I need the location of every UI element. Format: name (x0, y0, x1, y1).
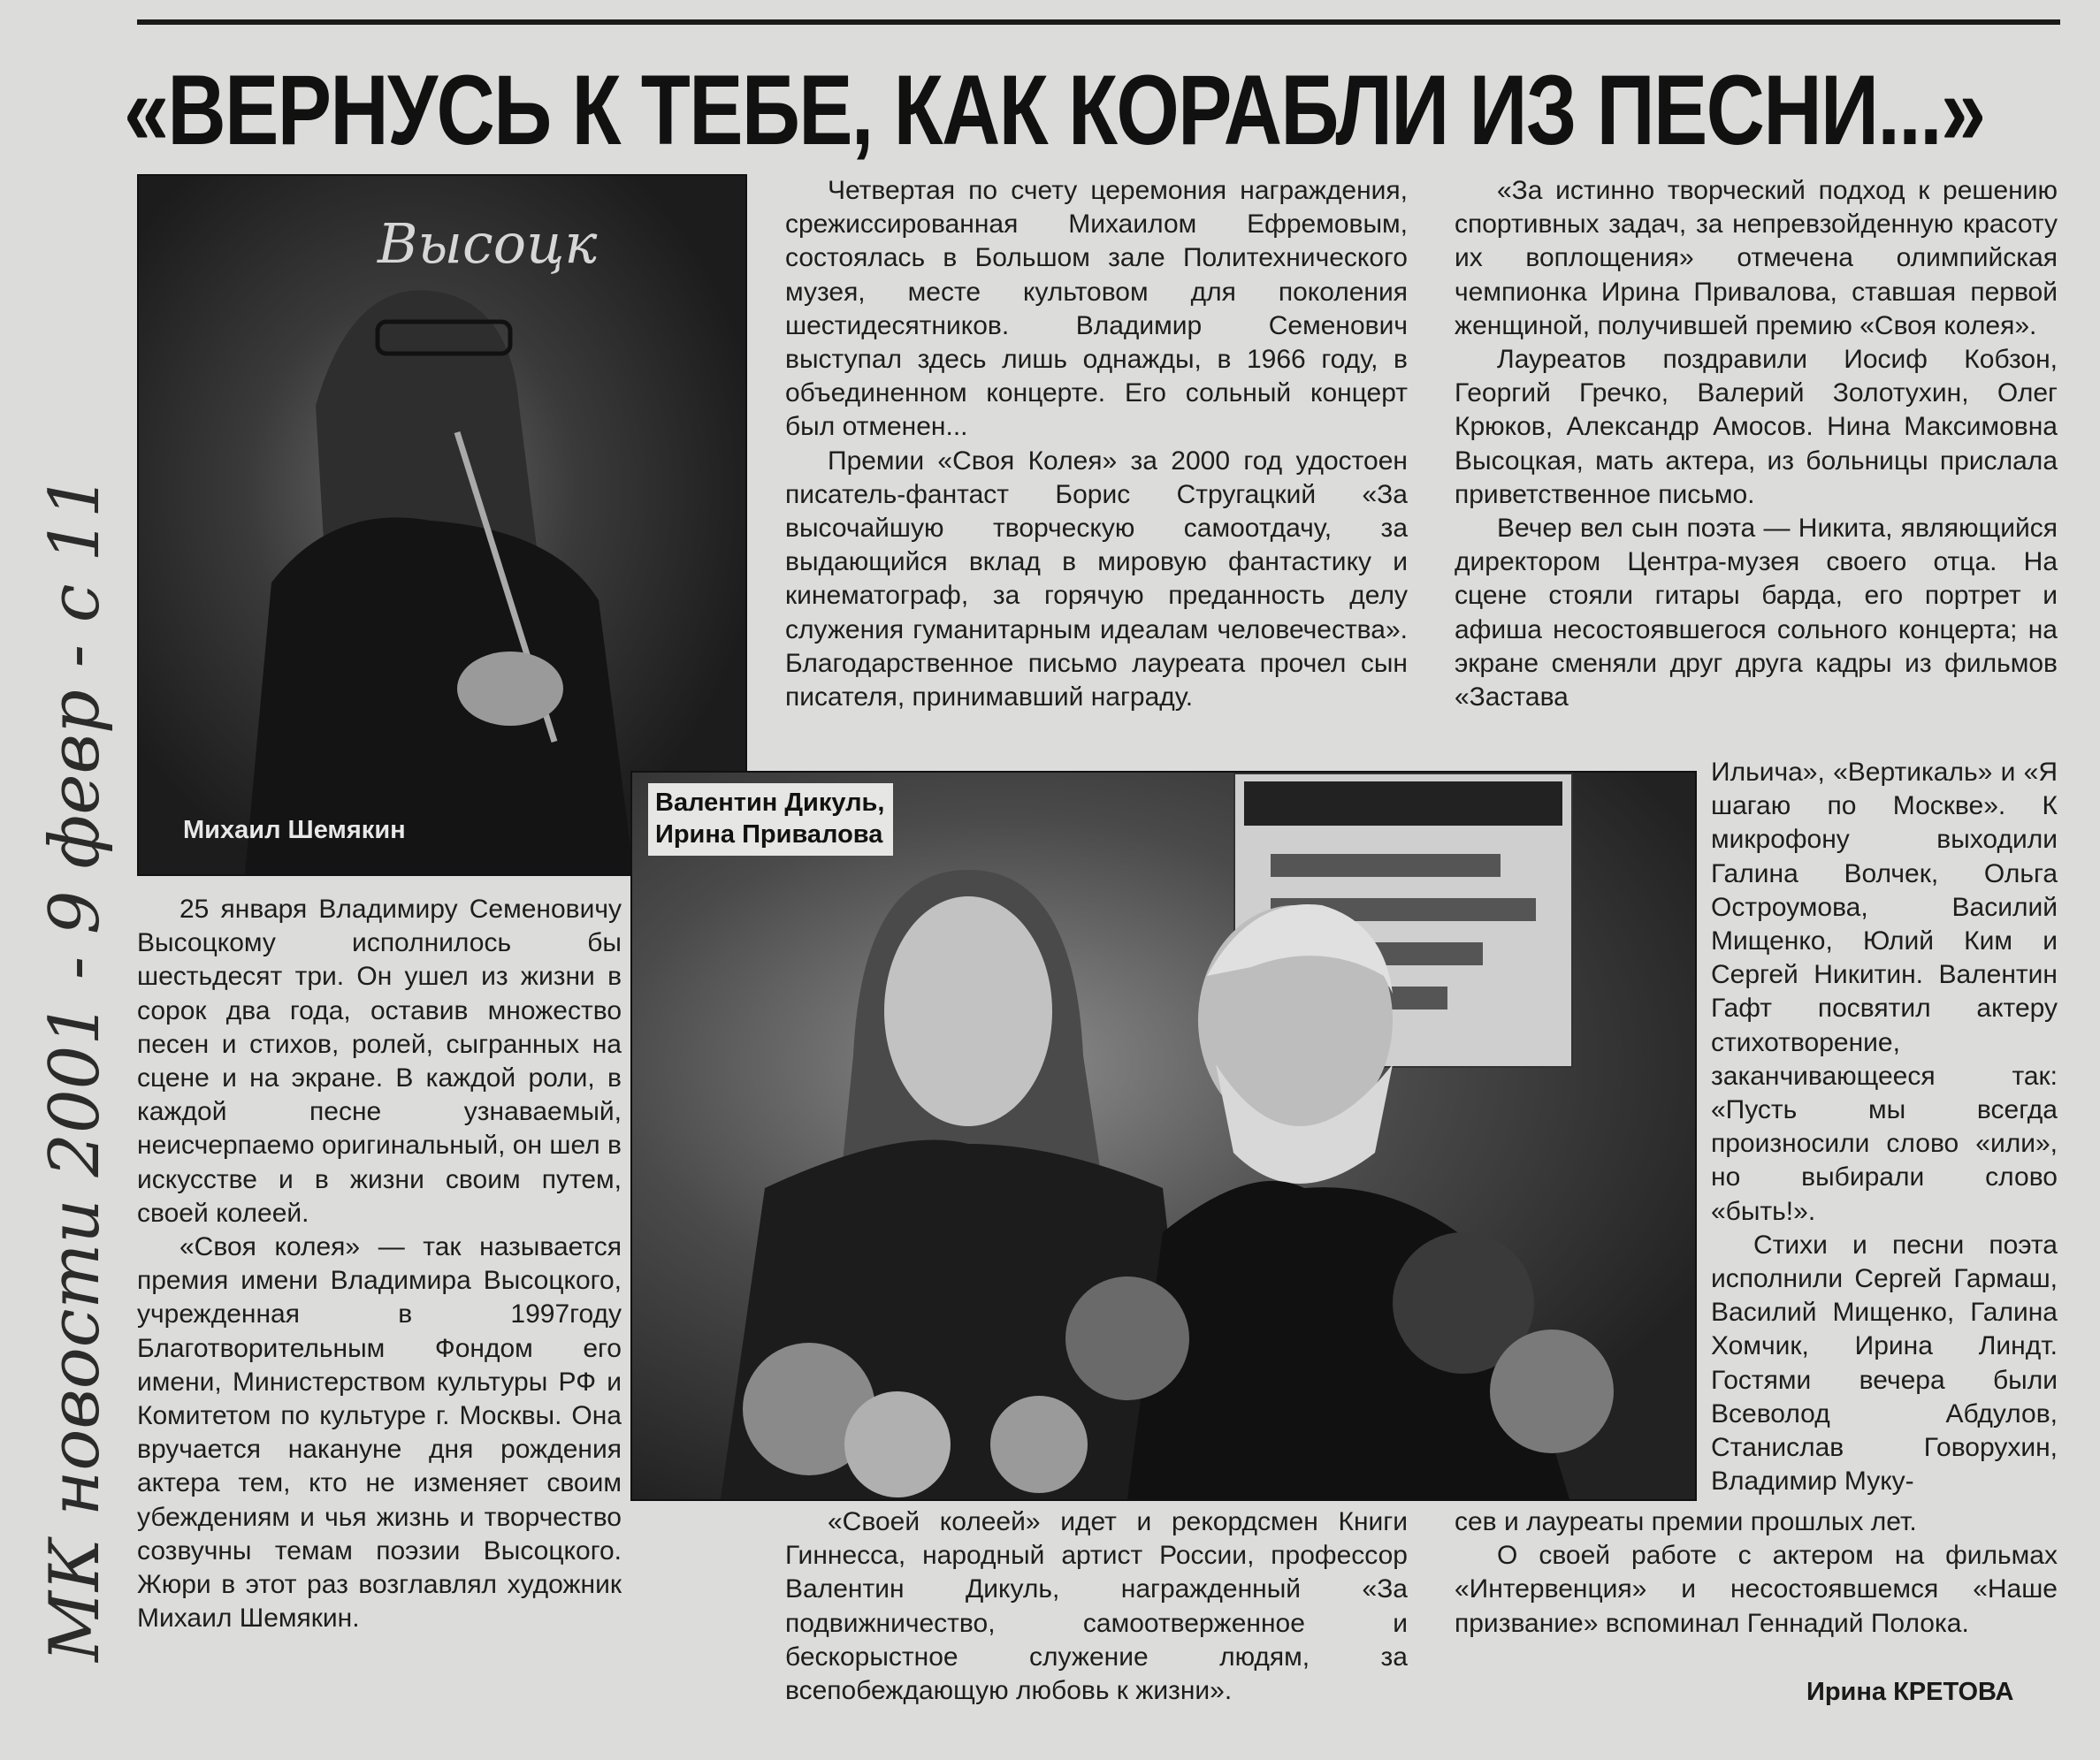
portrait-figure (139, 176, 745, 874)
paragraph: Лауреатов поздравили Иосиф Кобзон, Георгий Гречко, Валерий Золотухин, Олег Крюков, Александр Амосов. Нина Максимовна Высоцкая, мать актера, из больницы прислала приветственное письмо. (1455, 345, 2058, 509)
paragraph: «Своей колеей» идет и рекордсмен Книги Гиннесса, народный артист России, профессор Валентин Дикуль, награжденный «За подвижничество, самоотверженное и бескорыстное служение людям, за всепобеждающую любовь к жизни». (785, 1507, 1408, 1706)
column-middle-bottom (785, 1505, 1408, 1708)
photo-caption-center (648, 783, 893, 856)
portrait-figures (632, 773, 1695, 1499)
paragraph: Четвертая по счету церемония награждения, срежиссированная Михаилом Ефремовым, состоялась в Большом зале Политехнического музея, месте культовом для поколения шестидесятников. Владимир Семенович выступал здесь лишь однажды, в 1966 году, в объединенном концерте. Его сольный концерт был отменен... (785, 176, 1408, 442)
column-left (137, 893, 622, 1635)
column-right-narrow (1711, 756, 2058, 1498)
photo-dikul-privalova (630, 771, 1697, 1501)
caption-line: Валентин Дикуль, (655, 789, 885, 817)
paragraph: «Своя колея» — так называется премия имени Владимира Высоцкого, учрежденная в 1997году Благотворительным Фондом его имени, Министерством культуры РФ и Комитетом по культуре г. Москвы. Она вручается накануне дня рождения актера тем, кто не изменяет своим убеждениям и чья жизнь и творчество созвучны темам поэзии Высоцкого. Жюри в этот раз возглавлял художник Михаил Шемякин. (137, 1232, 622, 1634)
paragraph: Стихи и песни поэта исполнили Сергей Гармаш, Василий Мищенко, Галина Хомчик, Ирина Линдт. Гостями вечера были Всеволод Абдулов, Станислав Говорухин, Владимир Муку- (1711, 1230, 2058, 1497)
column-right-bottom (1455, 1505, 2058, 1641)
photo-caption-left: Михаил Шемякин (183, 816, 406, 844)
paragraph: Премии «Своя Колея» за 2000 год удостоен писатель-фантаст Борис Стругацкий «За высочайшую творческую самоотдачу, за выдающийся вклад в мировую фантастику и кинематограф, за горячую преданность делу служения гуманитарным идеалам человечества». Благодарственное письмо лауреата прочел сын писателя, принимавший награду. (785, 446, 1408, 712)
paragraph: Ильича», «Вертикаль» и «Я шагаю по Москве». К микрофону выходили Галина Волчек, Ольга Остроумова, Василий Мищенко, Юлий Ким и Сергей Никитин. Валентин Гафт посвятил актеру стихотворение, заканчивающееся так: «Пусть мы всегда произносили слово «или», но выбирали слово «быть!». (1711, 758, 2058, 1226)
paragraph: О своей работе с актером на фильмах «Интервенция» и несостоявшемся «Наше призвание» вспоминал Геннадий Полока. (1455, 1541, 2058, 1638)
caption-line: Ирина Привалова (655, 820, 883, 849)
paragraph: 25 января Владимиру Семеновичу Высоцкому исполнилось бы шестьдесят три. Он ушел из жизни в сорок два года, оставив множество песен и стихов, ролей, сыгранных на сцене и на экране. В каждой роли, в каждой песне узнаваемый, неисчерпаемо оригинальный, он шел в искусстве и в жизни своим путем, своей колеей. (137, 895, 622, 1228)
column-right-top (1455, 174, 2058, 714)
paragraph: сев и лауреаты премии прошлых лет. (1455, 1507, 1917, 1536)
top-rule (137, 19, 2060, 25)
paragraph: «За истинно творческий подход к решению спортивных задач, за непревзойденную красоту их воплощения» отмечена олимпийская чемпионка Ирина Привалова, ставшая первой женщиной, получившей премию «Своя колея». (1455, 176, 2058, 340)
headline: «ВЕРНУСЬ К ТЕБЕ, КАК КОРАБЛИ ИЗ ПЕСНИ...» (124, 55, 1985, 165)
handwritten-margin-note: МК новости 2001 - 9 февр - с 11 (35, 474, 115, 1662)
photo-background-lettering: Высоцк (378, 211, 598, 276)
paragraph: Вечер вел сын поэта — Никита, являющийся директором Центра-музея своего отца. На сцене стояли гитары барда, его портрет и афиша несостоявшегося сольного концерта; на экране сменяли друг друга кадры из фильмов «Застава (1455, 514, 2058, 712)
column-middle-top (785, 174, 1408, 714)
author-signature: Ирина КРЕТОВА (1806, 1678, 2014, 1706)
